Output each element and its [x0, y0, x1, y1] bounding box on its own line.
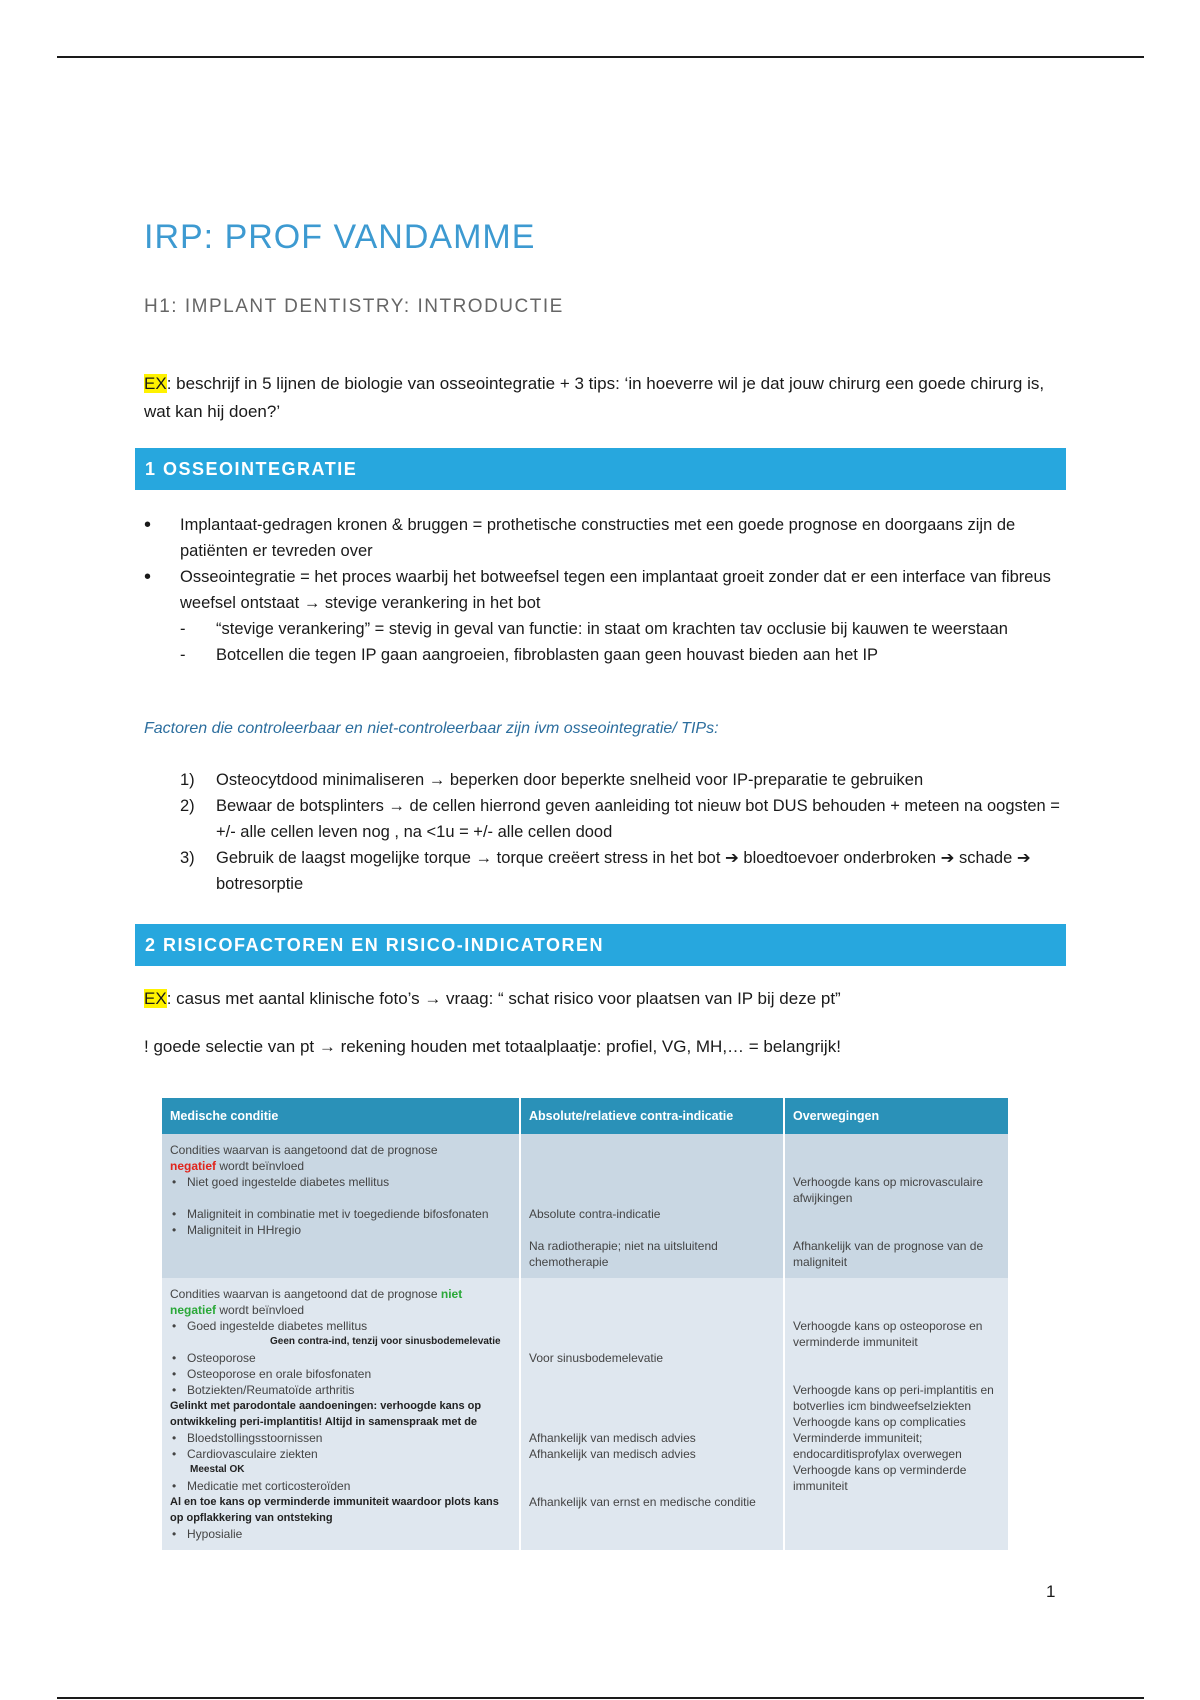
table-row [162, 1134, 1009, 1278]
document-title: IRP: PROF VANDAMME [144, 218, 536, 256]
col-header-conditie: Medische conditie [162, 1098, 520, 1134]
col-header-overwegingen: Overwegingen [784, 1098, 1009, 1134]
chapter-subtitle: H1: IMPLANT DENTISTRY: INTRODUCTIE [144, 296, 564, 317]
bullet-item: • Implantaat-gedragen kronen & bruggen = prothetische constructies met een goede prognose en doorgaans zijn de patiënten er tevreden over [144, 512, 1064, 564]
patient-selection-note: ! goede selectie van pt → rekening houden met totaalplaatje: profiel, VG, MH,… = belangrijk! [144, 1037, 841, 1056]
contra-cell: Absolute contra-indicatie Na radiotherapie; niet na uitsluitend chemotherapie [520, 1134, 784, 1278]
exam-question-2: EX: casus met aantal klinische foto’s → vraag: “ schat risico voor plaatsen van IP bij deze pt” [144, 989, 841, 1008]
medical-conditions-table [162, 1098, 1010, 1550]
ex-highlight: EX [144, 989, 167, 1008]
col-header-contra: Absolute/relatieve contra-indicatie [520, 1098, 784, 1134]
exam-question-text: : beschrijf in 5 lijnen de biologie van osseointegratie + 3 tips: ‘in hoeverre wil je dat jouw chirurg een goede chirurg is, wat kan hij doen?’ [144, 374, 1045, 421]
considerations-cell: Verhoogde kans op microvasculaire afwijkingen Afhankelijk van de prognose van de maligniteit [784, 1134, 1009, 1278]
tips-list [180, 767, 1060, 897]
condition-cell: Condities waarvan is aangetoond dat de prognose negatief wordt beïnvloed • Niet goed ingestelde diabetes mellitus • Maligniteit in combinatie met iv toegediende bifosfonaten • Maligniteit in HHregio [162, 1134, 520, 1278]
contra-cell: Voor sinusbodemelevatie Afhankelijk van medisch advies Afhankelijk van medisch advies Afhankelijk van ernst en medische conditie [520, 1278, 784, 1550]
exam-question-1 [144, 370, 1064, 426]
tip-item: 2) Bewaar de botsplinters → de cellen hierrond geven aanleiding tot nieuw bot DUS behouden + meteen na oogsten = +/- alle cellen leven nog , na <1u = +/- alle cellen dood [180, 797, 1060, 841]
considerations-cell: Verhoogde kans op osteoporose en verminderde immuniteit Verhoogde kans op peri-implantitis en botverlies icm bindweefselziekten Verhoogde kans op complicaties Verminderde immuniteit; endocarditisprofylax overwegen Verhoogde kans op verminderde immuniteit [784, 1278, 1009, 1550]
section-heading-osseointegratie: 1 OSSEOINTEGRATIE [135, 448, 1066, 490]
footer-rule [57, 1697, 1144, 1699]
ex-highlight: EX [144, 374, 167, 393]
tip-item: 1) Osteocytdood minimaliseren → beperken door beperkte snelheid voor IP-preparatie te gebruiken [180, 771, 924, 789]
sub-bullet-item: - Botcellen die tegen IP gaan aangroeien, fibroblasten gaan geen houvast bieden aan het IP [180, 642, 1064, 668]
bullet-item: • Osseointegratie = het proces waarbij het botweefsel tegen een implantaat groeit zonder dat er een interface van fibreus weefsel ontstaat → stevige verankering in het bot - “stevige verankering” = stevig in geval van functie: in staat om krachten tav occlusie bij kauwen te weerstaan - Botcellen die tegen IP gaan aangroeien, fibroblasten gaan geen houvast bieden aan het IP [144, 564, 1064, 668]
section-heading-risicofactoren: 2 RISICOFACTOREN EN RISICO-INDICATOREN [135, 924, 1066, 966]
factors-heading: Factoren die controleerbaar en niet-controleerbaar zijn ivm osseointegratie/ TIPs: [144, 720, 719, 737]
sub-bullet-item: - “stevige verankering” = stevig in geval van functie: in staat om krachten tav occlusie bij kauwen te weerstaan [180, 616, 1064, 642]
condition-cell: Condities waarvan is aangetoond dat de prognose niet negatief wordt beïnvloed • Goed ingestelde diabetes mellitus Geen contra-ind, tenzij voor sinusbodemelevatie • Osteoporose • Osteoporose en orale bifosfonaten • Botziekten/Reumatoïde arthritis Gelinkt met parodontale aandoeningen: verhoogde kans op ontwikkeling peri-implantitis! Altijd in samenspraak met de • Bloedstollingsstoornissen • Cardiovasculaire ziekten Meestal OK • Medicatie met corticosteroïden Al en toe kans op verminderde immuniteit waardoor plots kans op opflakkering van ontsteking • Hyposialie [162, 1278, 520, 1550]
page-number: 1 [1046, 1582, 1056, 1601]
table-row [162, 1278, 1009, 1550]
sub-bullets [180, 616, 1064, 668]
header-rule [57, 56, 1144, 58]
osseointegratie-bullets [144, 512, 1064, 668]
tip-item: 3) Gebruik de laagst mogelijke torque → torque creëert stress in het bot ➔ bloedtoevoer onderbroken ➔ schade ➔ botresorptie [180, 849, 1031, 893]
